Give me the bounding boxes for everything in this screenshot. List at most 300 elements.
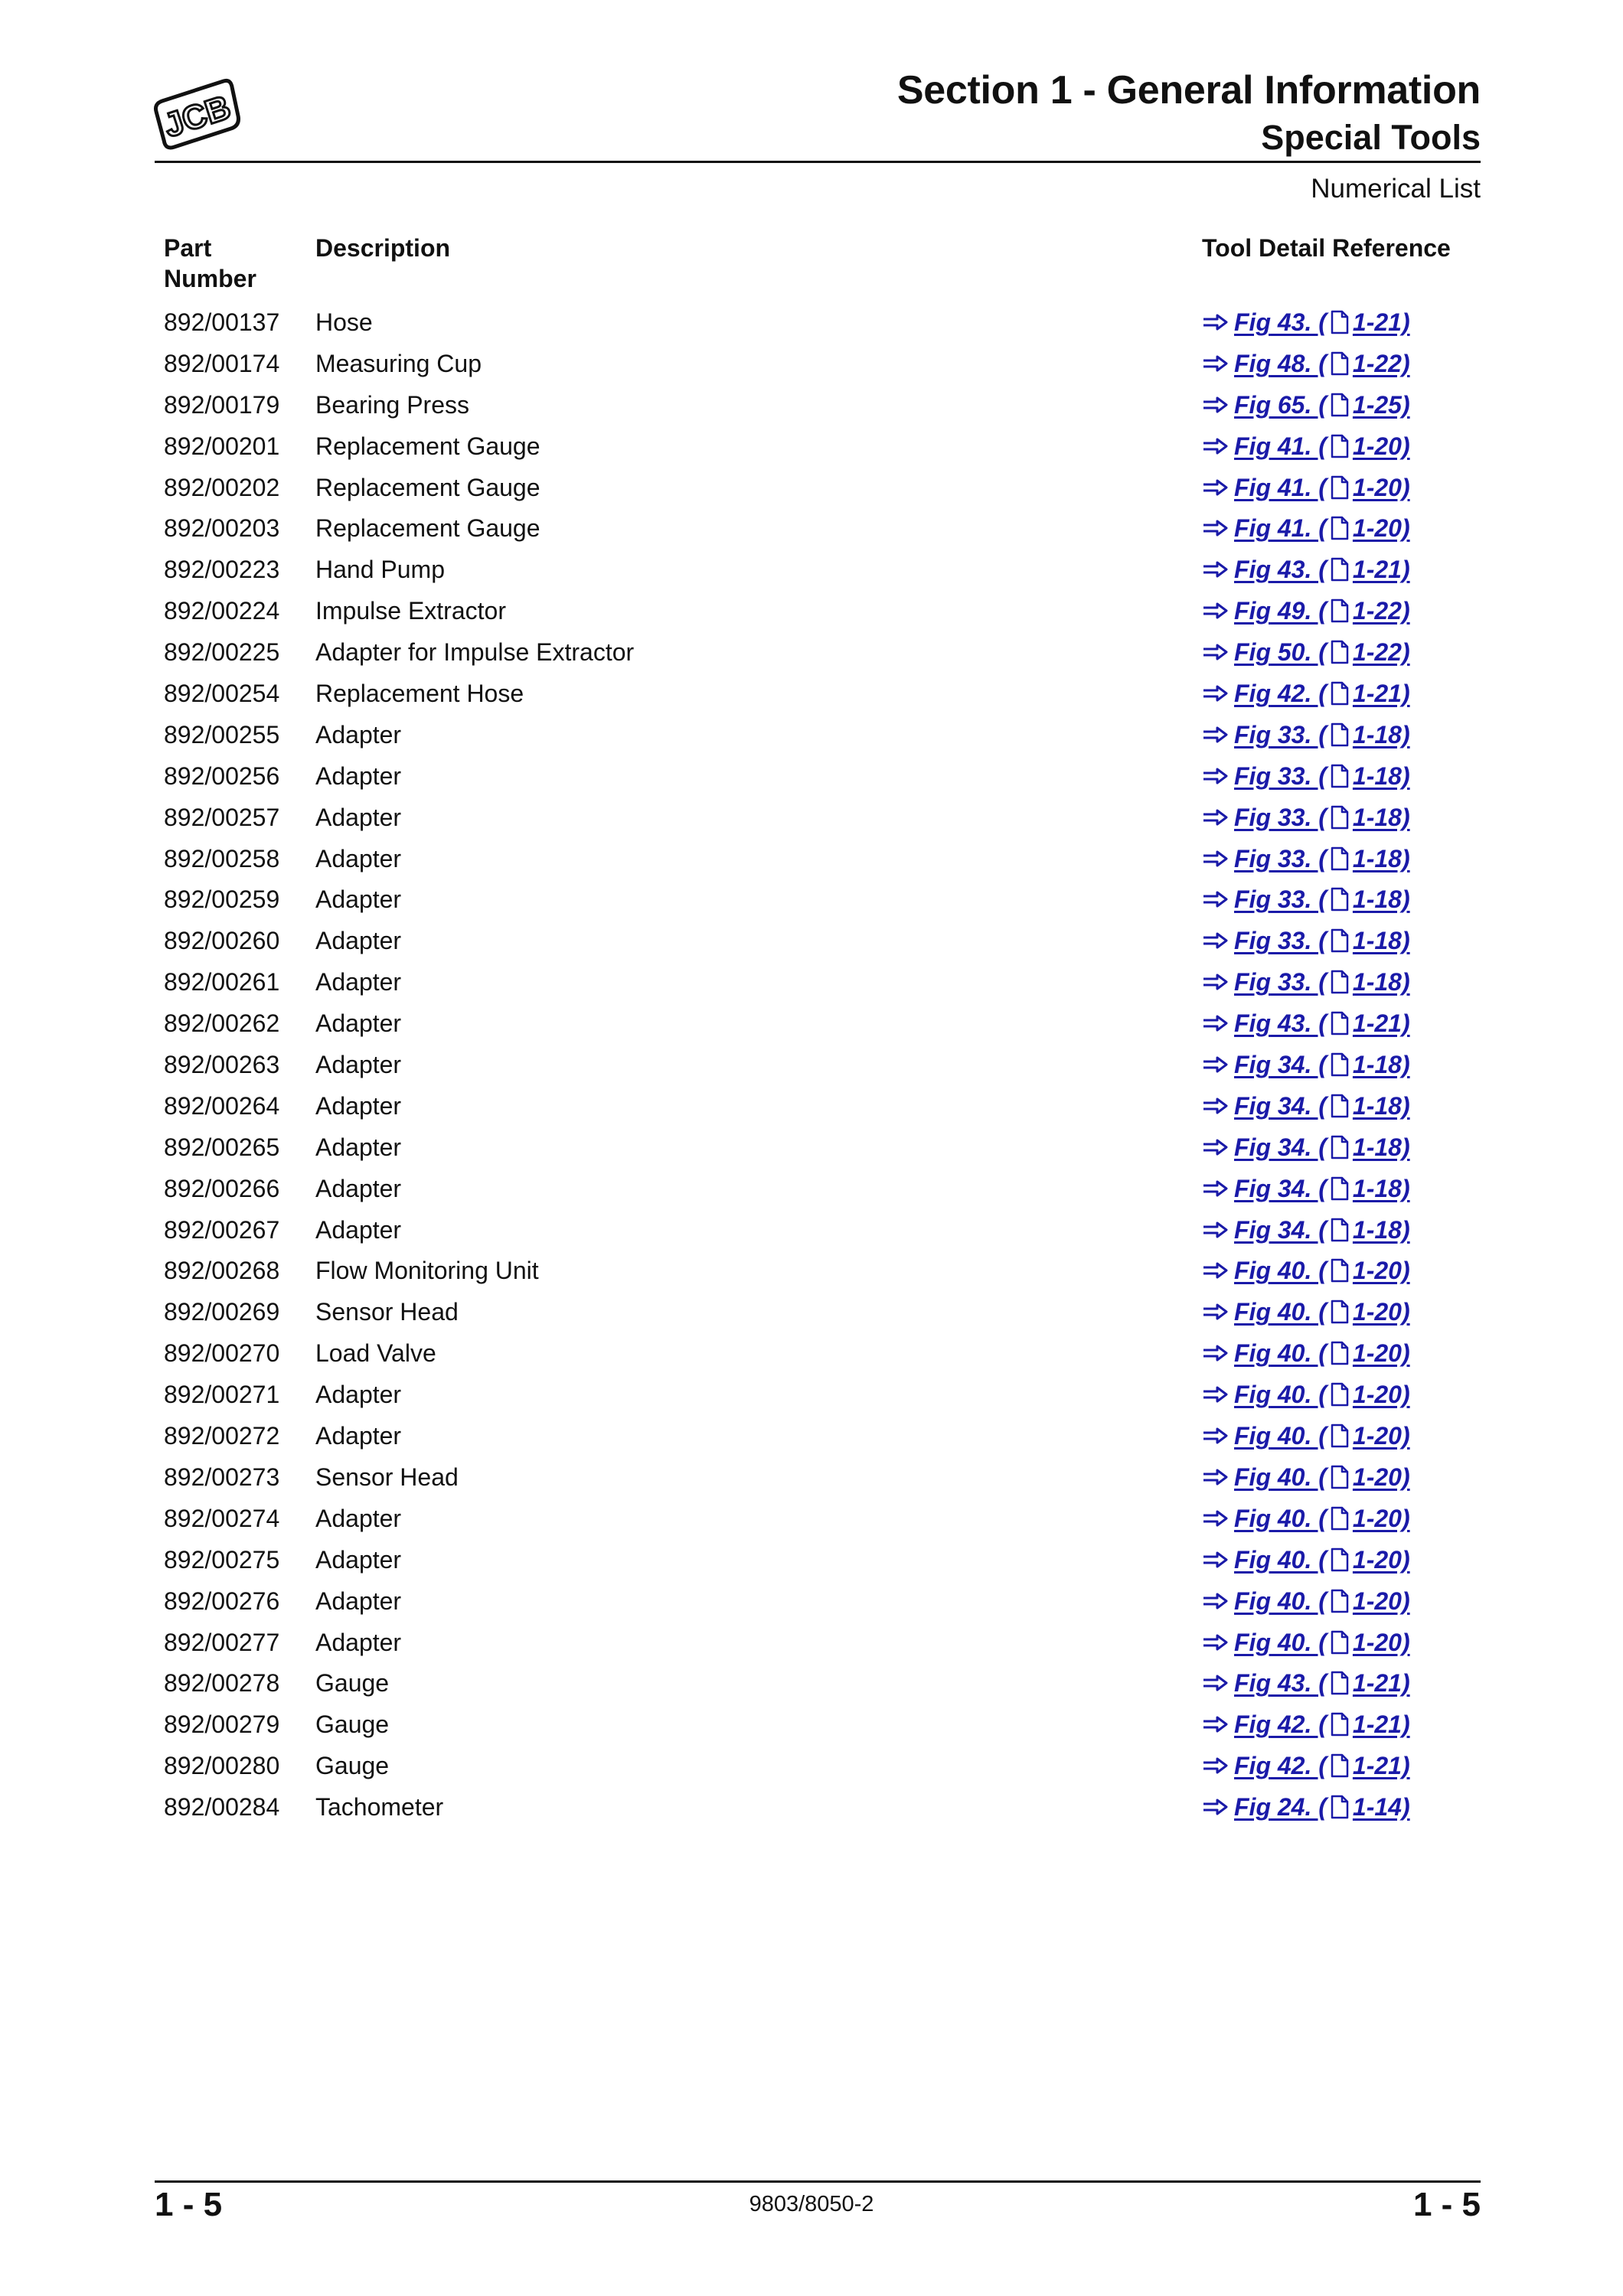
part-number: 892/00284: [164, 1793, 280, 1821]
table-row: [164, 1415, 1481, 1456]
page-icon: [1330, 722, 1350, 747]
fig-reference: Fig 33. (: [1234, 927, 1327, 955]
part-number: 892/00257: [164, 803, 280, 831]
part-number: 892/00274: [164, 1504, 280, 1532]
part-number: 892/00269: [164, 1298, 280, 1326]
arrow-right-icon: [1202, 1427, 1228, 1445]
fig-reference: Fig 41. (: [1234, 432, 1327, 460]
description: Replacement Gauge: [315, 473, 540, 501]
page-number-left: 1 - 5: [155, 2186, 223, 2223]
arrow-right-icon: [1202, 478, 1228, 497]
arrow-right-icon: [1202, 1756, 1228, 1775]
page-reference: 1-18): [1352, 968, 1410, 996]
page-icon: [1330, 434, 1350, 458]
tool-detail-link[interactable]: [1202, 1085, 1410, 1127]
page-reference: 1-18): [1352, 803, 1410, 831]
tool-detail-link[interactable]: [1202, 1209, 1410, 1251]
tool-detail-link[interactable]: [1202, 507, 1410, 549]
fig-reference: Fig 33. (: [1234, 968, 1327, 996]
table-row: [164, 1704, 1481, 1745]
part-number: 892/00225: [164, 638, 280, 667]
arrow-right-icon: [1202, 1798, 1228, 1816]
fig-reference: Fig 40. (: [1234, 1504, 1327, 1532]
tool-detail-link[interactable]: [1202, 302, 1410, 343]
description: Adapter: [315, 1545, 402, 1574]
part-number: 892/00278: [164, 1669, 280, 1698]
section-title: Section 1 - General Information: [896, 68, 1481, 113]
page-reference: 1-20): [1352, 1628, 1410, 1656]
arrow-right-icon: [1202, 437, 1228, 455]
table-row: [164, 1498, 1481, 1539]
table-row: [164, 1622, 1481, 1663]
description: Gauge: [315, 1752, 390, 1780]
arrow-right-icon: [1202, 1097, 1228, 1115]
arrow-right-icon: [1202, 519, 1228, 537]
tool-detail-link[interactable]: [1202, 1745, 1410, 1786]
description: Adapter: [315, 1091, 402, 1120]
page-reference: 1-18): [1352, 1051, 1410, 1079]
fig-reference: Fig 34. (: [1234, 1091, 1327, 1120]
tool-detail-link[interactable]: [1202, 797, 1410, 838]
fig-reference: Fig 43. (: [1234, 308, 1327, 336]
part-number: 892/00202: [164, 473, 280, 501]
tool-detail-link[interactable]: [1202, 1786, 1410, 1828]
part-number: 892/00265: [164, 1133, 280, 1161]
fig-reference: Fig 40. (: [1234, 1298, 1327, 1326]
page-icon: [1330, 1052, 1350, 1077]
arrow-right-icon: [1202, 1179, 1228, 1198]
page-reference: 1-21): [1352, 556, 1410, 584]
table-row: [164, 1786, 1481, 1828]
description: Adapter: [315, 1422, 402, 1450]
arrow-right-icon: [1202, 1592, 1228, 1610]
page-reference: 1-20): [1352, 1381, 1410, 1409]
arrow-right-icon: [1202, 808, 1228, 827]
page-icon: [1330, 1218, 1350, 1242]
table-row: [164, 1662, 1481, 1704]
page-reference: 1-18): [1352, 927, 1410, 955]
table-row: [164, 1332, 1481, 1374]
part-number: 892/00137: [164, 308, 280, 336]
tool-detail-link[interactable]: [1202, 1539, 1410, 1580]
tool-detail-link[interactable]: [1202, 1127, 1410, 1168]
part-number: 892/00179: [164, 390, 280, 419]
page-reference: 1-20): [1352, 1339, 1410, 1368]
part-number: 892/00224: [164, 597, 280, 625]
tool-detail-link[interactable]: [1202, 1704, 1410, 1745]
table-row: [164, 1209, 1481, 1251]
table-row: [164, 1127, 1481, 1168]
part-number: 892/00263: [164, 1051, 280, 1079]
page-reference: 1-22): [1352, 349, 1410, 377]
arrow-right-icon: [1202, 850, 1228, 868]
tool-detail-link[interactable]: [1202, 1415, 1410, 1456]
part-number: 892/00277: [164, 1628, 280, 1656]
fig-reference: Fig 40. (: [1234, 1463, 1327, 1491]
fig-reference: Fig 40. (: [1234, 1545, 1327, 1574]
description: Adapter: [315, 1381, 402, 1409]
sub-title: Special Tools: [1261, 118, 1481, 157]
arrow-right-icon: [1202, 1551, 1228, 1569]
page-icon: [1330, 310, 1350, 334]
page-icon: [1330, 805, 1350, 830]
part-number: 892/00271: [164, 1381, 280, 1409]
table-header: [164, 230, 1481, 297]
page-icon: [1330, 1712, 1350, 1737]
description: Bearing Press: [315, 390, 469, 419]
tool-detail-link[interactable]: [1202, 714, 1410, 755]
page-reference: 1-22): [1352, 638, 1410, 667]
page-reference: 1-18): [1352, 1215, 1410, 1244]
page-icon: [1330, 1630, 1350, 1655]
arrow-right-icon: [1202, 1138, 1228, 1156]
fig-reference: Fig 40. (: [1234, 1257, 1327, 1285]
part-number: 892/00268: [164, 1257, 280, 1285]
part-number: 892/00267: [164, 1215, 280, 1244]
tool-detail-link[interactable]: [1202, 838, 1410, 879]
table-row: [164, 714, 1481, 755]
page-icon: [1330, 393, 1350, 417]
tool-detail-link[interactable]: [1202, 1580, 1410, 1622]
part-number: 892/00273: [164, 1463, 280, 1491]
fig-reference: Fig 43. (: [1234, 1009, 1327, 1038]
fig-reference: Fig 48. (: [1234, 349, 1327, 377]
fig-reference: Fig 24. (: [1234, 1793, 1327, 1821]
page-reference: 1-21): [1352, 1711, 1410, 1739]
tool-detail-link[interactable]: [1202, 343, 1410, 384]
page-reference: 1-18): [1352, 844, 1410, 872]
table-row: [164, 1250, 1481, 1291]
fig-reference: Fig 41. (: [1234, 514, 1327, 543]
arrow-right-icon: [1202, 931, 1228, 950]
arrow-right-icon: [1202, 767, 1228, 785]
page-number-right: 1 - 5: [1412, 2186, 1481, 2223]
page-reference: 1-20): [1352, 473, 1410, 501]
fig-reference: Fig 42. (: [1234, 1752, 1327, 1780]
table-row: [164, 302, 1481, 343]
table-row: [164, 590, 1481, 631]
page-icon: [1330, 1548, 1350, 1572]
arrow-right-icon: [1202, 1303, 1228, 1321]
special-tools-table: [164, 230, 1481, 1828]
tool-detail-link[interactable]: [1202, 590, 1410, 631]
arrow-right-icon: [1202, 313, 1228, 331]
arrow-right-icon: [1202, 1674, 1228, 1692]
part-number: 892/00259: [164, 885, 280, 914]
arrow-right-icon: [1202, 1633, 1228, 1652]
fig-reference: Fig 40. (: [1234, 1339, 1327, 1368]
fig-reference: Fig 50. (: [1234, 638, 1327, 667]
fig-reference: Fig 33. (: [1234, 844, 1327, 872]
page-reference: 1-25): [1352, 390, 1410, 419]
part-number: 892/00223: [164, 556, 280, 584]
fig-reference: Fig 40. (: [1234, 1628, 1327, 1656]
page-icon: [1330, 970, 1350, 994]
page-icon: [1330, 1506, 1350, 1531]
description: Adapter: [315, 968, 402, 996]
arrow-right-icon: [1202, 1344, 1228, 1362]
description: Adapter: [315, 927, 402, 955]
description: Measuring Cup: [315, 349, 482, 377]
table-row: [164, 1003, 1481, 1044]
description: Load Valve: [315, 1339, 436, 1368]
arrow-right-icon: [1202, 1385, 1228, 1404]
tool-detail-link[interactable]: [1202, 1456, 1410, 1498]
page-reference: 1-21): [1352, 1009, 1410, 1038]
description: Adapter: [315, 1051, 402, 1079]
arrow-right-icon: [1202, 1221, 1228, 1239]
description: Hose: [315, 308, 373, 336]
page-icon: [1330, 1382, 1350, 1407]
tool-detail-link[interactable]: [1202, 426, 1410, 467]
description: Adapter: [315, 1587, 402, 1615]
table-row: [164, 1291, 1481, 1332]
page-reference: 1-18): [1352, 762, 1410, 790]
table-row: [164, 467, 1481, 508]
page-icon: [1330, 1341, 1350, 1365]
part-number: 892/00270: [164, 1339, 280, 1368]
page-icon: [1330, 1753, 1350, 1778]
header-rule: [155, 161, 1481, 163]
fig-reference: Fig 49. (: [1234, 597, 1327, 625]
fig-reference: Fig 40. (: [1234, 1587, 1327, 1615]
fig-reference: Fig 43. (: [1234, 556, 1327, 584]
part-number: 892/00275: [164, 1545, 280, 1574]
description: Gauge: [315, 1711, 390, 1739]
jcb-logo: [153, 77, 245, 153]
tool-detail-link[interactable]: [1202, 961, 1410, 1003]
table-row: [164, 1044, 1481, 1085]
arrow-right-icon: [1202, 1468, 1228, 1486]
page-icon: [1330, 1465, 1350, 1489]
arrow-right-icon: [1202, 973, 1228, 991]
page-reference: 1-18): [1352, 1091, 1410, 1120]
table-row: [164, 1456, 1481, 1498]
arrow-right-icon: [1202, 560, 1228, 579]
part-number: 892/00261: [164, 968, 280, 996]
tool-detail-link[interactable]: [1202, 384, 1410, 426]
page-reference: 1-20): [1352, 1587, 1410, 1615]
table-body: [164, 302, 1481, 1828]
table-row: [164, 673, 1481, 714]
page-reference: 1-18): [1352, 885, 1410, 914]
tool-detail-link[interactable]: [1202, 1332, 1410, 1374]
page-icon: [1330, 1135, 1350, 1159]
part-number: 892/00256: [164, 762, 280, 790]
page-icon: [1330, 1011, 1350, 1035]
column-header-part-number: Part Number: [164, 234, 256, 292]
fig-reference: Fig 41. (: [1234, 473, 1327, 501]
tool-detail-link[interactable]: [1202, 1168, 1410, 1209]
description: Tachometer: [315, 1793, 444, 1821]
page-icon: [1330, 1589, 1350, 1613]
description: Adapter: [315, 1504, 402, 1532]
tool-detail-link[interactable]: [1202, 549, 1410, 590]
fig-reference: Fig 42. (: [1234, 680, 1327, 708]
fig-reference: Fig 42. (: [1234, 1711, 1327, 1739]
description: Replacement Gauge: [315, 514, 540, 543]
table-row: [164, 797, 1481, 838]
column-header-tool-detail-reference: Tool Detail Reference: [1202, 234, 1451, 262]
page-icon: [1330, 887, 1350, 912]
table-row: [164, 343, 1481, 384]
page-reference: 1-20): [1352, 1422, 1410, 1450]
table-row: [164, 838, 1481, 879]
fig-reference: Fig 33. (: [1234, 762, 1327, 790]
page-reference: 1-20): [1352, 1545, 1410, 1574]
svg-text:JCB: JCB: [159, 88, 236, 145]
part-number: 892/00264: [164, 1091, 280, 1120]
tool-detail-link[interactable]: [1202, 1662, 1410, 1704]
tool-detail-link[interactable]: [1202, 1250, 1410, 1291]
table-row: [164, 1580, 1481, 1622]
arrow-right-icon: [1202, 354, 1228, 373]
page-reference: 1-21): [1352, 308, 1410, 336]
arrow-right-icon: [1202, 1715, 1228, 1733]
description: Sensor Head: [315, 1298, 459, 1326]
page-reference: 1-21): [1352, 680, 1410, 708]
table-row: [164, 507, 1481, 549]
part-number: 892/00201: [164, 432, 280, 460]
fig-reference: Fig 33. (: [1234, 885, 1327, 914]
page-icon: [1330, 1300, 1350, 1324]
table-row: [164, 1085, 1481, 1127]
fig-reference: Fig 43. (: [1234, 1669, 1327, 1698]
description: Replacement Gauge: [315, 432, 540, 460]
tool-detail-link[interactable]: [1202, 1374, 1410, 1415]
page-reference: 1-20): [1352, 514, 1410, 543]
tool-detail-link[interactable]: [1202, 1003, 1410, 1044]
arrow-right-icon: [1202, 726, 1228, 744]
tool-detail-link[interactable]: [1202, 1498, 1410, 1539]
table-row: [164, 631, 1481, 673]
fig-reference: Fig 65. (: [1234, 390, 1327, 419]
part-number: 892/00258: [164, 844, 280, 872]
tool-detail-link[interactable]: [1202, 1044, 1410, 1085]
description: Gauge: [315, 1669, 390, 1698]
fig-reference: Fig 40. (: [1234, 1381, 1327, 1409]
arrow-right-icon: [1202, 684, 1228, 703]
tool-detail-link[interactable]: [1202, 879, 1410, 920]
table-row: [164, 920, 1481, 961]
fig-reference: Fig 33. (: [1234, 720, 1327, 748]
part-number: 892/00279: [164, 1711, 280, 1739]
table-row: [164, 1745, 1481, 1786]
table-row: [164, 1539, 1481, 1580]
page-reference: 1-18): [1352, 720, 1410, 748]
part-number: 892/00254: [164, 680, 280, 708]
page-icon: [1330, 475, 1350, 500]
tool-detail-link[interactable]: [1202, 1291, 1410, 1332]
page-icon: [1330, 516, 1350, 540]
tool-detail-link[interactable]: [1202, 631, 1410, 673]
page-icon: [1330, 764, 1350, 788]
arrow-right-icon: [1202, 1055, 1228, 1074]
header: [897, 64, 1481, 159]
table-row: [164, 1168, 1481, 1209]
column-header-description: Description: [315, 234, 451, 262]
table-row: [164, 1374, 1481, 1415]
description: Adapter: [315, 762, 402, 790]
tool-detail-link[interactable]: [1202, 755, 1410, 797]
footer-rule: [155, 2180, 1481, 2183]
fig-reference: Fig 33. (: [1234, 803, 1327, 831]
fig-reference: Fig 40. (: [1234, 1422, 1327, 1450]
description: Adapter: [315, 1174, 402, 1202]
arrow-right-icon: [1202, 1261, 1228, 1280]
description: Adapter: [315, 1215, 402, 1244]
page-icon: [1330, 681, 1350, 706]
page-icon: [1330, 1424, 1350, 1448]
description: Adapter: [315, 844, 402, 872]
page-reference: 1-18): [1352, 1174, 1410, 1202]
page-icon: [1330, 1258, 1350, 1283]
description: Replacement Hose: [315, 680, 524, 708]
description: Adapter for Impulse Extractor: [315, 638, 635, 667]
page-icon: [1330, 1671, 1350, 1695]
arrow-right-icon: [1202, 1509, 1228, 1528]
table-row: [164, 879, 1481, 920]
part-number: 892/00262: [164, 1009, 280, 1038]
table-row: [164, 549, 1481, 590]
page-reference: 1-21): [1352, 1669, 1410, 1698]
arrow-right-icon: [1202, 1014, 1228, 1032]
part-number: 892/00266: [164, 1174, 280, 1202]
arrow-right-icon: [1202, 602, 1228, 620]
description: Adapter: [315, 885, 402, 914]
fig-reference: Fig 34. (: [1234, 1051, 1327, 1079]
page-reference: 1-18): [1352, 1133, 1410, 1161]
description: Adapter: [315, 720, 402, 748]
tool-detail-link[interactable]: [1202, 467, 1410, 508]
arrow-right-icon: [1202, 890, 1228, 908]
arrow-right-icon: [1202, 643, 1228, 661]
fig-reference: Fig 34. (: [1234, 1215, 1327, 1244]
list-title: Numerical List: [1311, 174, 1481, 204]
part-number: 892/00255: [164, 720, 280, 748]
description: Flow Monitoring Unit: [315, 1257, 539, 1285]
description: Impulse Extractor: [315, 597, 506, 625]
fig-reference: Fig 34. (: [1234, 1133, 1327, 1161]
part-number: 892/00260: [164, 927, 280, 955]
tool-detail-link[interactable]: [1202, 1622, 1410, 1663]
page-reference: 1-21): [1352, 1752, 1410, 1780]
page-reference: 1-20): [1352, 432, 1410, 460]
page-icon: [1330, 1795, 1350, 1819]
page-reference: 1-20): [1352, 1298, 1410, 1326]
page-icon: [1330, 351, 1350, 376]
part-number: 892/00272: [164, 1422, 280, 1450]
page-reference: 1-20): [1352, 1257, 1410, 1285]
description: Adapter: [315, 1133, 402, 1161]
table-row: [164, 384, 1481, 426]
fig-reference: Fig 34. (: [1234, 1174, 1327, 1202]
table-row: [164, 961, 1481, 1003]
page-reference: 1-14): [1352, 1793, 1410, 1821]
part-number: 892/00276: [164, 1587, 280, 1615]
table-row: [164, 755, 1481, 797]
description: Sensor Head: [315, 1463, 459, 1491]
tool-detail-link[interactable]: [1202, 920, 1410, 961]
description: Adapter: [315, 803, 402, 831]
page-reference: 1-20): [1352, 1463, 1410, 1491]
table-row: [164, 426, 1481, 467]
tool-detail-link[interactable]: [1202, 673, 1410, 714]
page-icon: [1330, 1094, 1350, 1118]
part-number: 892/00203: [164, 514, 280, 543]
description: Adapter: [315, 1628, 402, 1656]
page-icon: [1330, 557, 1350, 582]
